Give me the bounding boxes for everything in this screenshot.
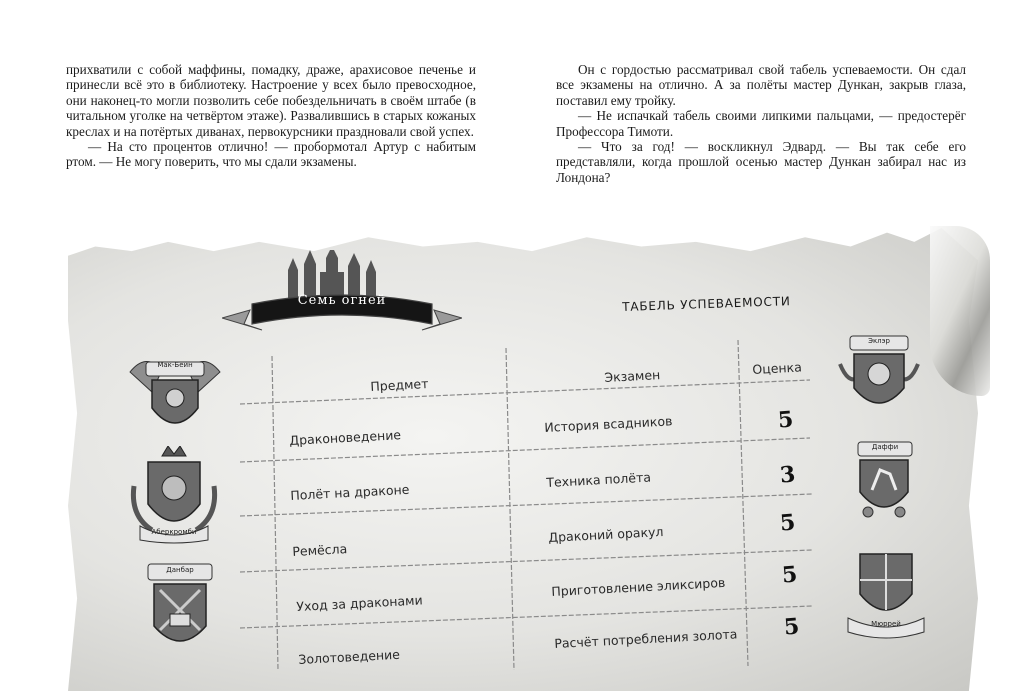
crest-mac-bain <box>126 352 224 442</box>
exam-cell: Приготовление эликсиров <box>551 574 726 599</box>
exam-cell: История всадников <box>544 413 673 435</box>
paragraph: — Что за год! — воскликнул Эдвард. — Вы так себе его представляли, когда прошлой осенью мастер Дункан забирал нас из Лондона? <box>556 139 966 185</box>
crest-duffy <box>846 440 922 524</box>
crest-eclair <box>838 334 920 420</box>
paragraph: прихватили с собой маффины, помадку, драже, арахисовое печенье и принесли всё это в библиотеку. Настроение у всех было превосходное, они наконец-то могли позволить себе побездельничать в своём штабе (в читальном уголке на четвёртом этаже). Развалившись в старых кожаных креслах и на потёртых диванах, первокурсники праздновали свой успех. <box>66 62 476 139</box>
subject-cell: Ремёсла <box>292 541 348 559</box>
exam-cell: Расчёт потребления золота <box>554 626 738 651</box>
crest-dunbar <box>140 556 220 656</box>
subject-cell: Полёт на драконе <box>290 481 410 503</box>
header-exam: Экзамен <box>604 367 661 385</box>
subject-cell: Уход за драконами <box>296 592 424 614</box>
crest-label: Мак-Бейн <box>157 361 193 369</box>
crest-label: Аберкромби <box>151 528 197 536</box>
grade-cell: 3 <box>778 461 797 489</box>
crest-label: Эклэр <box>868 337 890 345</box>
exam-cell: Драконий оракул <box>548 523 664 545</box>
paragraph: Он с гордостью рассматривал свой табель успеваемости. Он сдал все экзамены на отлично. А за полёты мастер Дункан, закрыв глаза, поставил ему тройку. <box>556 62 966 108</box>
right-text-column <box>556 62 966 185</box>
left-text-column <box>66 62 476 170</box>
paragraph: — На сто процентов отлично! — пробормотал Артур с набитым ртом. — Не могу поверить, что мы сдали экзамены. <box>66 139 476 170</box>
report-card-title: ТАБЕЛЬ УСПЕВАЕМОСТИ <box>622 294 791 314</box>
subject-cell: Золотоведение <box>298 646 401 667</box>
banner-title: Семь огней <box>297 293 387 308</box>
header-subject: Предмет <box>370 375 429 394</box>
header-grade: Оценка <box>752 359 803 377</box>
grade-cell: 5 <box>782 613 801 641</box>
grade-cell: 5 <box>776 406 795 434</box>
page-curl <box>930 226 990 396</box>
grade-cell: 5 <box>780 561 799 589</box>
exam-cell: Техника полёта <box>546 469 652 490</box>
paragraph: — Не испачкай табель своими липкими пальцами, — предостерёг Профессора Тимоти. <box>556 108 966 139</box>
crest-label: Данбар <box>166 566 194 574</box>
grade-cell: 5 <box>778 509 797 537</box>
crest-label: Мюррей <box>871 620 901 628</box>
subject-cell: Драконоведение <box>289 427 402 448</box>
crest-abercrombie <box>128 446 220 546</box>
crest-label: Даффи <box>871 443 899 451</box>
crest-murray <box>844 544 928 644</box>
